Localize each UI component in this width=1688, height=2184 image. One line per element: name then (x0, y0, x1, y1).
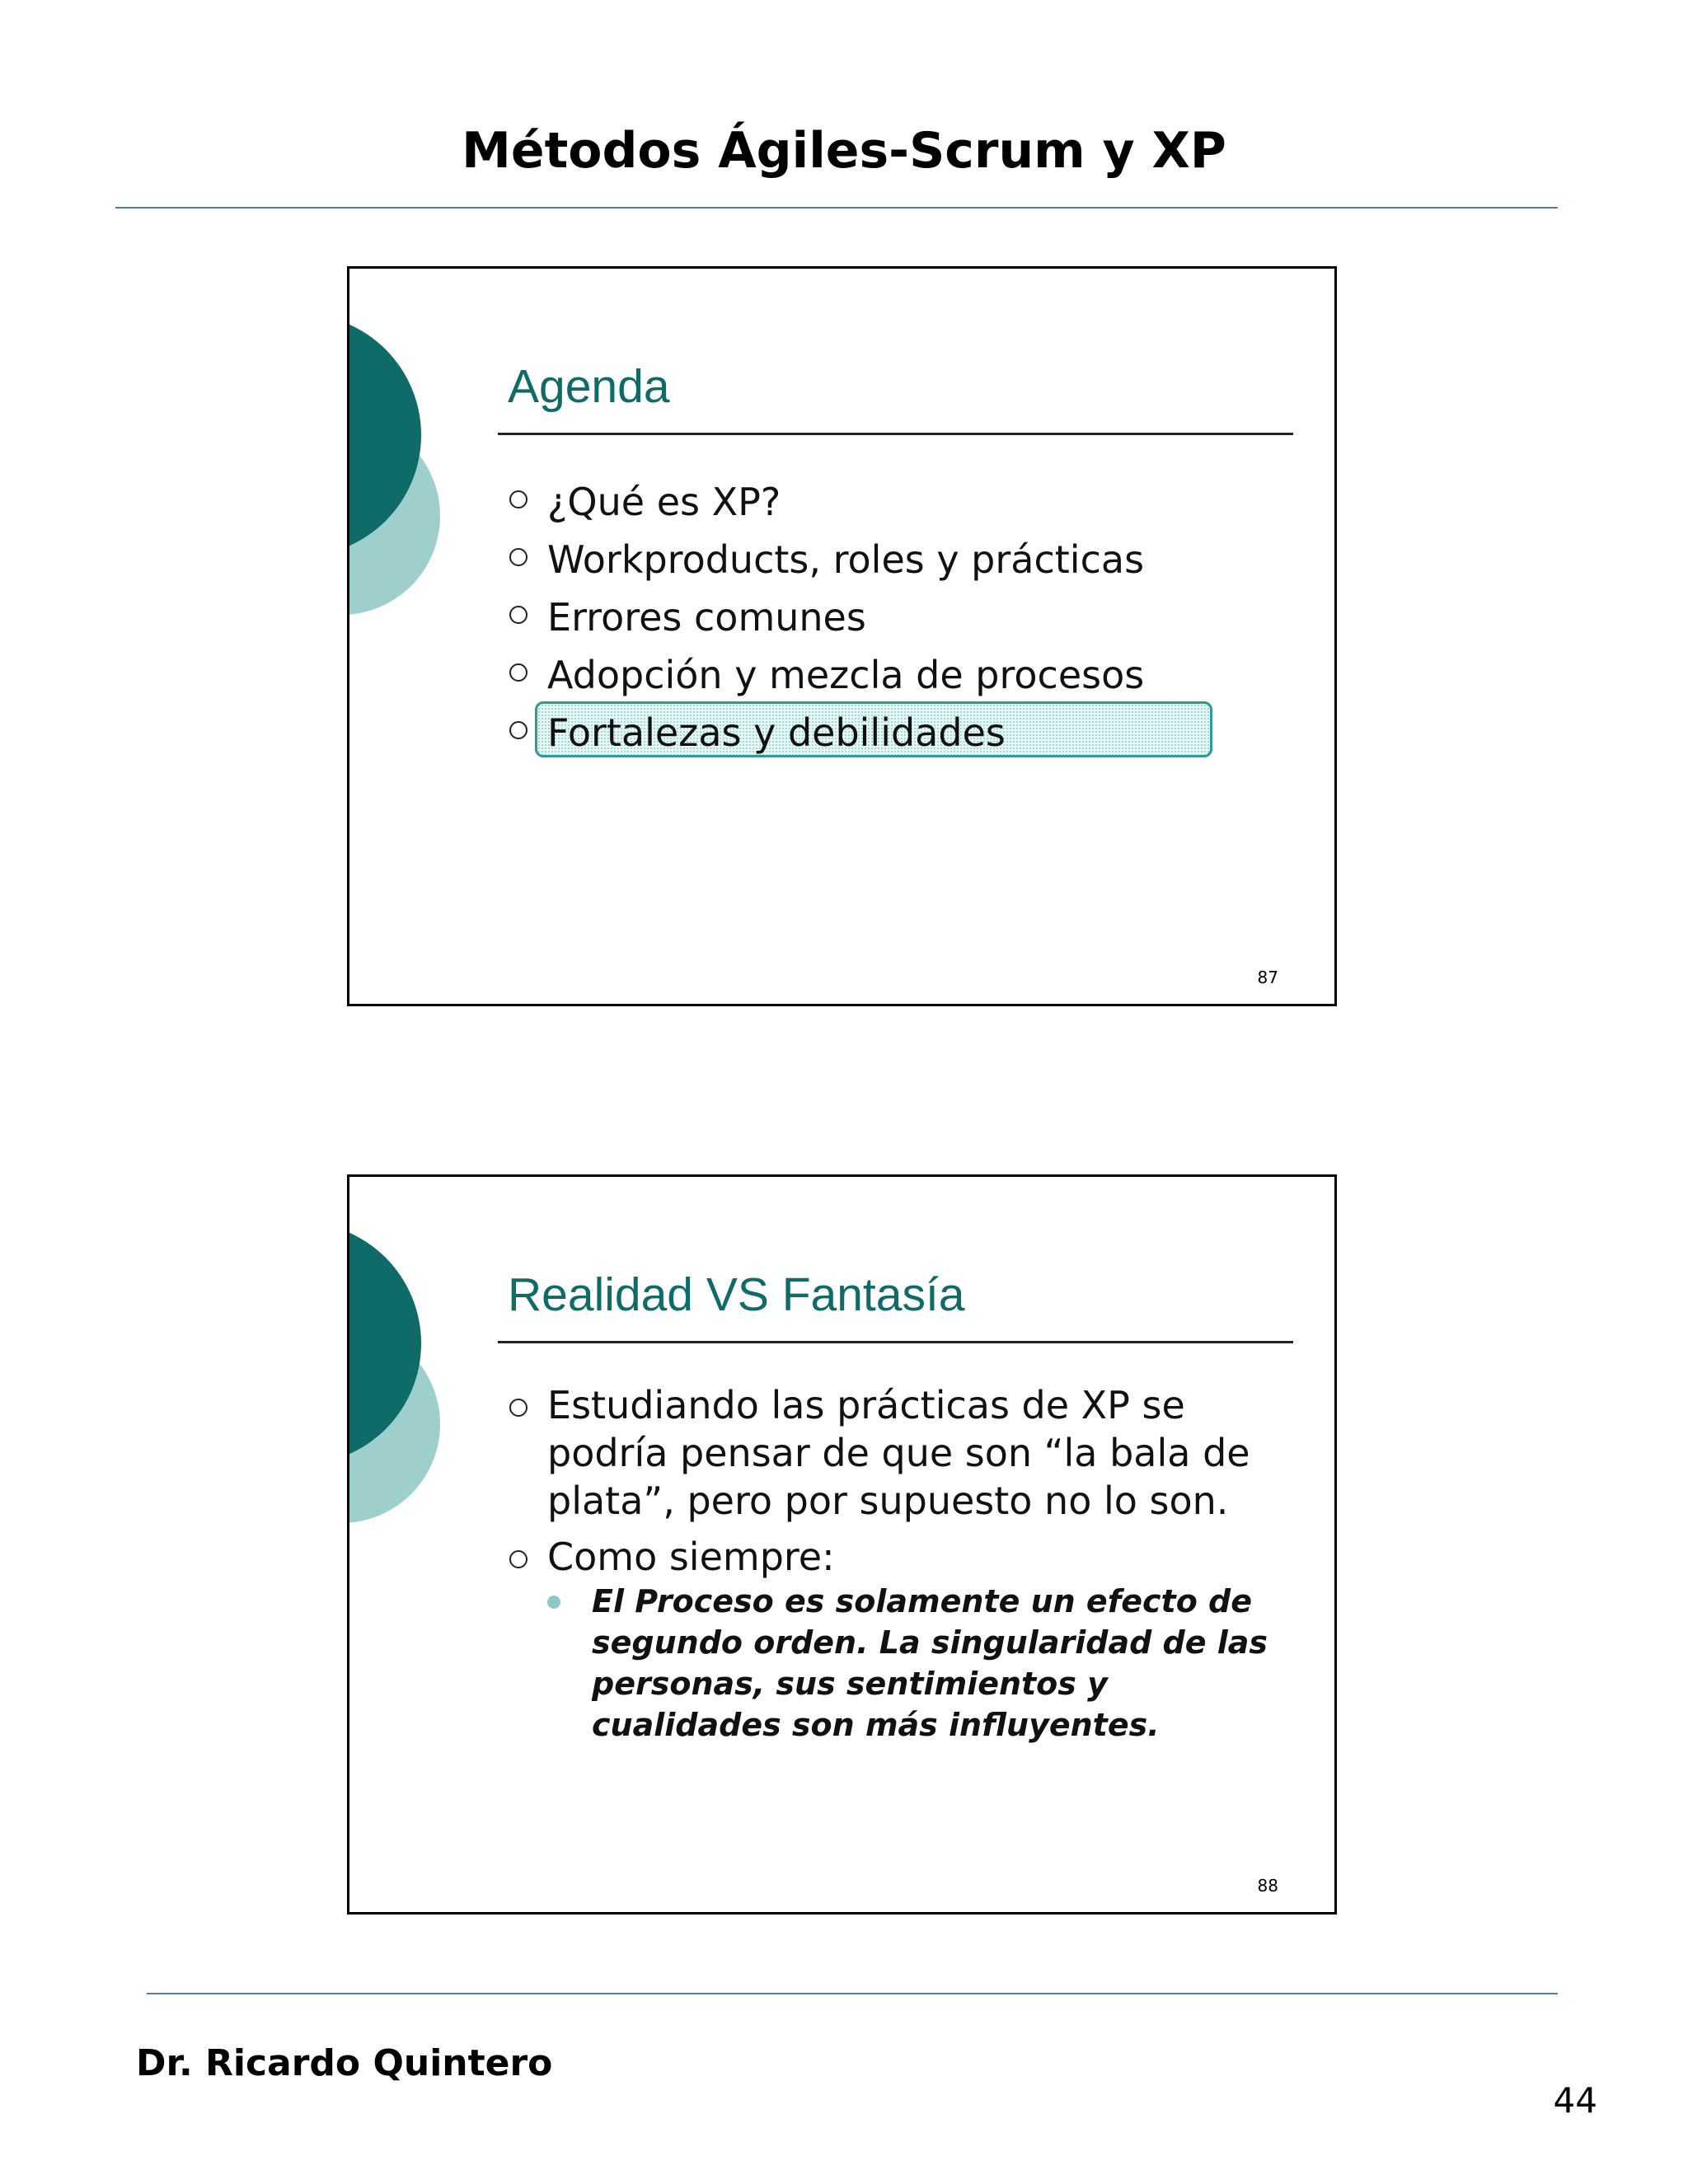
hollow-bullet-icon (509, 1399, 528, 1417)
hollow-bullet-icon (509, 721, 528, 739)
filled-bullet-icon (547, 1596, 560, 1609)
sub-bullet-list (547, 1581, 1282, 1746)
hollow-bullet-icon (509, 663, 528, 682)
list-item: Errores comunes (508, 588, 1282, 646)
list-item: Adopción y mezcla de procesos (508, 646, 1282, 704)
slide-decoration-circles (349, 269, 465, 664)
slide-87 (347, 266, 1337, 1006)
hollow-bullet-icon (509, 490, 528, 509)
bullet-list (508, 473, 1282, 762)
hollow-bullet-icon (509, 606, 528, 624)
slide-title-divider (498, 1341, 1293, 1343)
slide-number: 87 (1257, 968, 1278, 987)
slide-decoration-circles (349, 1177, 465, 1572)
sub-list-item: El Proceso es solamente un efecto de segundo orden. La singularidad de las personas, sus sentimientos y cualidades son más influyentes. (547, 1581, 1282, 1746)
author-name: Dr. Ricardo Quintero (136, 2042, 553, 2084)
slide-88 (347, 1174, 1337, 1915)
list-item: ¿Qué es XP? (508, 473, 1282, 531)
list-item: Como siempre: El Proceso es solamente un efecto de segundo orden. La singularidad de las personas, sus sentimientos y cualidades son más influyentes. (508, 1533, 1282, 1746)
list-item: Estudiando las prácticas de XP se podría pensar de que son “la bala de plata”, pero por supuesto no lo son. (508, 1381, 1282, 1525)
slide-title-divider (498, 433, 1293, 435)
page-title: Métodos Ágiles-Scrum y XP (462, 122, 1226, 180)
footer-divider (147, 1993, 1558, 1994)
slide-title: Realidad VS Fantasía (508, 1268, 965, 1321)
list-item: Workproducts, roles y prácticas (508, 531, 1282, 588)
bullet-list (508, 1381, 1282, 1754)
hollow-bullet-icon (509, 548, 528, 566)
slide-title: Agenda (508, 360, 670, 413)
list-item-highlighted: Fortalezas y debilidades (508, 704, 1282, 762)
hollow-bullet-icon (509, 1550, 528, 1568)
slide-number: 88 (1257, 1876, 1278, 1896)
page-number: 44 (1553, 2080, 1597, 2121)
header-divider (115, 207, 1558, 209)
